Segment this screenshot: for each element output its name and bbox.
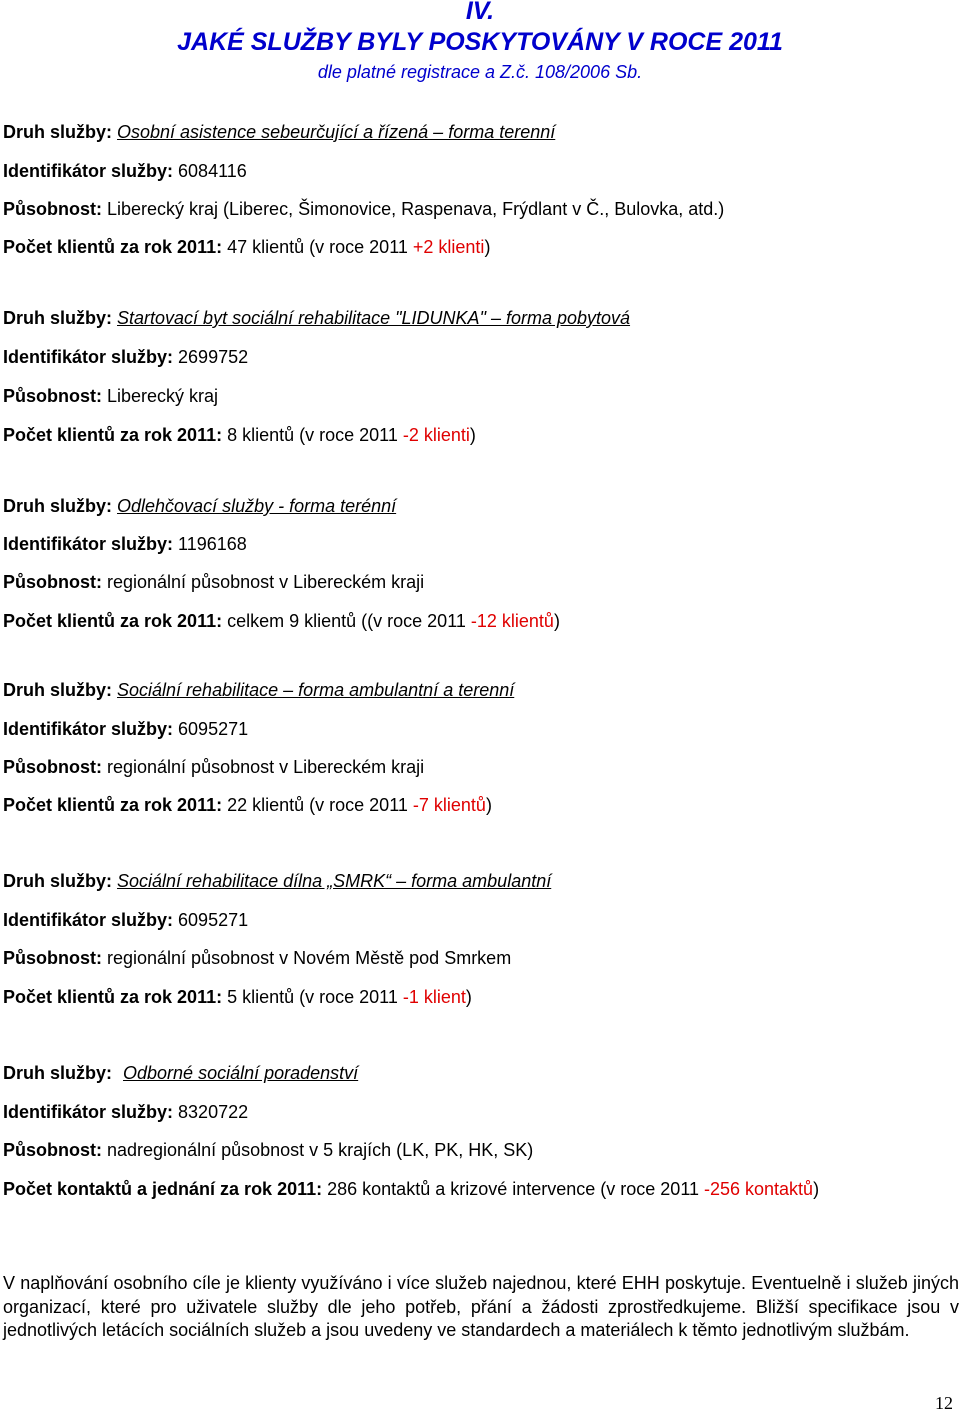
service-type-value: Odborné sociální poradenství [123, 1063, 359, 1083]
service-count-label: Počet klientů za rok 2011: [3, 987, 228, 1007]
service-id-value: 6095271 [178, 719, 249, 739]
service-type-value: Osobní asistence sebeurčující a řízená – forma terenní [117, 122, 556, 142]
service-type-line [3, 678, 514, 702]
page-number: 12 [935, 1393, 953, 1413]
service-count-end: ) [469, 425, 476, 445]
section-number: IV. [465, 0, 495, 25]
service-count-end: ) [553, 611, 560, 631]
service-id-label: Identifikátor služby: [3, 719, 179, 739]
service-contacts-end: ) [813, 1179, 820, 1199]
service-count-label: Počet klientů za rok 2011: [3, 425, 228, 445]
service-count-value: celkem 9 klientů ((v roce 2011 [227, 611, 471, 631]
service-id-line [3, 532, 247, 556]
service-scope-value: regionální působnost v Libereckém kraji [107, 757, 425, 777]
service-id-line [3, 717, 248, 741]
service-type-line [3, 494, 396, 518]
service-contacts-label: Počet kontaktů a jednání za rok 2011: [3, 1179, 328, 1199]
service-count-delta: -7 klientů [412, 795, 486, 815]
service-count-value: 47 klientů (v roce 2011 [227, 237, 413, 257]
service-id-label: Identifikátor služby: [3, 1102, 179, 1122]
service-type-line [3, 120, 555, 144]
service-count-value: 5 klientů (v roce 2011 [227, 987, 403, 1007]
service-scope-label: Působnost: [3, 757, 107, 777]
service-scope-value: regionální působnost v Libereckém kraji [107, 572, 425, 592]
service-contacts-delta: -256 kontaktů [704, 1179, 814, 1199]
service-type-label: Druh služby: [3, 308, 118, 328]
service-scope-label: Působnost: [3, 572, 107, 592]
service-count-line [3, 235, 490, 259]
service-count-value: 22 klientů (v roce 2011 [227, 795, 413, 815]
service-id-label: Identifikátor služby: [3, 910, 179, 930]
service-count-label: Počet klientů za rok 2011: [3, 795, 228, 815]
service-id-label: Identifikátor služby: [3, 534, 179, 554]
service-id-value: 6095271 [178, 910, 249, 930]
service-scope-label: Působnost: [3, 1140, 107, 1160]
service-count-delta: -12 klientů [470, 611, 554, 631]
service-type-value: Sociální rehabilitace – forma ambulantní a terenní [117, 680, 515, 700]
service-type-label: Druh služby: [3, 871, 118, 891]
service-type-value: Sociální rehabilitace dílna „SMRK“ – forma ambulantní [117, 871, 552, 891]
service-type-label: Druh služby: [3, 680, 118, 700]
service-count-line [3, 423, 476, 447]
service-type-line [3, 869, 551, 893]
service-scope-label: Působnost: [3, 386, 107, 406]
service-id-line [3, 908, 248, 932]
service-type-label: Druh služby: [3, 122, 118, 142]
service-scope-value: regionální působnost v Novém Městě pod Smrkem [107, 948, 512, 968]
service-scope-line [3, 946, 511, 970]
service-scope-label: Působnost: [3, 199, 107, 219]
page-subtitle: dle platné registrace a Z.č. 108/2006 Sb. [317, 62, 643, 82]
service-count-delta: -1 klient [402, 987, 466, 1007]
service-count-delta: -2 klienti [402, 425, 470, 445]
service-count-value: 8 klientů (v roce 2011 [227, 425, 403, 445]
service-scope-value: Liberecký kraj (Liberec, Šimonovice, Raspenava, Frýdlant v Č., Bulovka, atd.) [107, 199, 725, 219]
service-count-label: Počet klientů za rok 2011: [3, 237, 228, 257]
service-count-end: ) [484, 237, 491, 257]
service-contacts-value: 286 kontaktů a krizové intervence (v roce 2011 [327, 1179, 704, 1199]
service-id-value: 2699752 [178, 347, 249, 367]
service-contacts-line [3, 1177, 819, 1201]
service-id-label: Identifikátor služby: [3, 347, 179, 367]
service-count-end: ) [485, 795, 492, 815]
service-type-label: Druh služby: [3, 496, 118, 516]
service-scope-value: nadregionální působnost v 5 krajích (LK, PK, HK, SK) [107, 1140, 534, 1160]
service-type-label: Druh služby: [3, 1063, 118, 1083]
closing-paragraph: V naplňování osobního cíle je klienty využíváno i více služeb najednou, které EHH poskytuje. Eventuelně i služeb jiných organizací, které pro uživatele služby dle jeho potřeb, přání a žádosti zprostředkujeme. Bližší specifikace jsou v jednotlivých letácích sociálních služeb a jsou uvedeny ve standardech a materiálech k těmto jednotlivým službám. [3, 1273, 959, 1340]
service-id-value: 6084116 [178, 161, 247, 181]
service-scope-line [3, 197, 724, 221]
service-scope-label: Působnost: [3, 948, 107, 968]
service-scope-line [3, 384, 218, 408]
service-id-value: 1196168 [178, 534, 247, 554]
service-scope-line [3, 755, 424, 779]
page-title: JAKÉ SLUŽBY BYLY POSKYTOVÁNY V ROCE 2011 [177, 28, 783, 56]
service-scope-line [3, 1138, 533, 1162]
service-count-line [3, 793, 492, 817]
service-type-line [3, 1061, 358, 1085]
service-id-label: Identifikátor služby: [3, 161, 179, 181]
service-scope-value: Liberecký kraj [107, 386, 219, 406]
service-id-line [3, 345, 248, 369]
service-type-line [3, 306, 630, 330]
service-count-label: Počet klientů za rok 2011: [3, 611, 228, 631]
service-scope-line [3, 570, 424, 594]
service-id-value: 8320722 [178, 1102, 249, 1122]
service-count-line [3, 609, 560, 633]
service-id-line [3, 159, 247, 183]
service-id-line [3, 1100, 248, 1124]
service-type-value: Odlehčovací služby - forma terénní [117, 496, 397, 516]
service-count-end: ) [465, 987, 472, 1007]
service-count-line [3, 985, 472, 1009]
service-type-value: Startovací byt sociální rehabilitace "LIDUNKA" – forma pobytová [117, 308, 631, 328]
service-count-delta: +2 klienti [412, 237, 485, 257]
